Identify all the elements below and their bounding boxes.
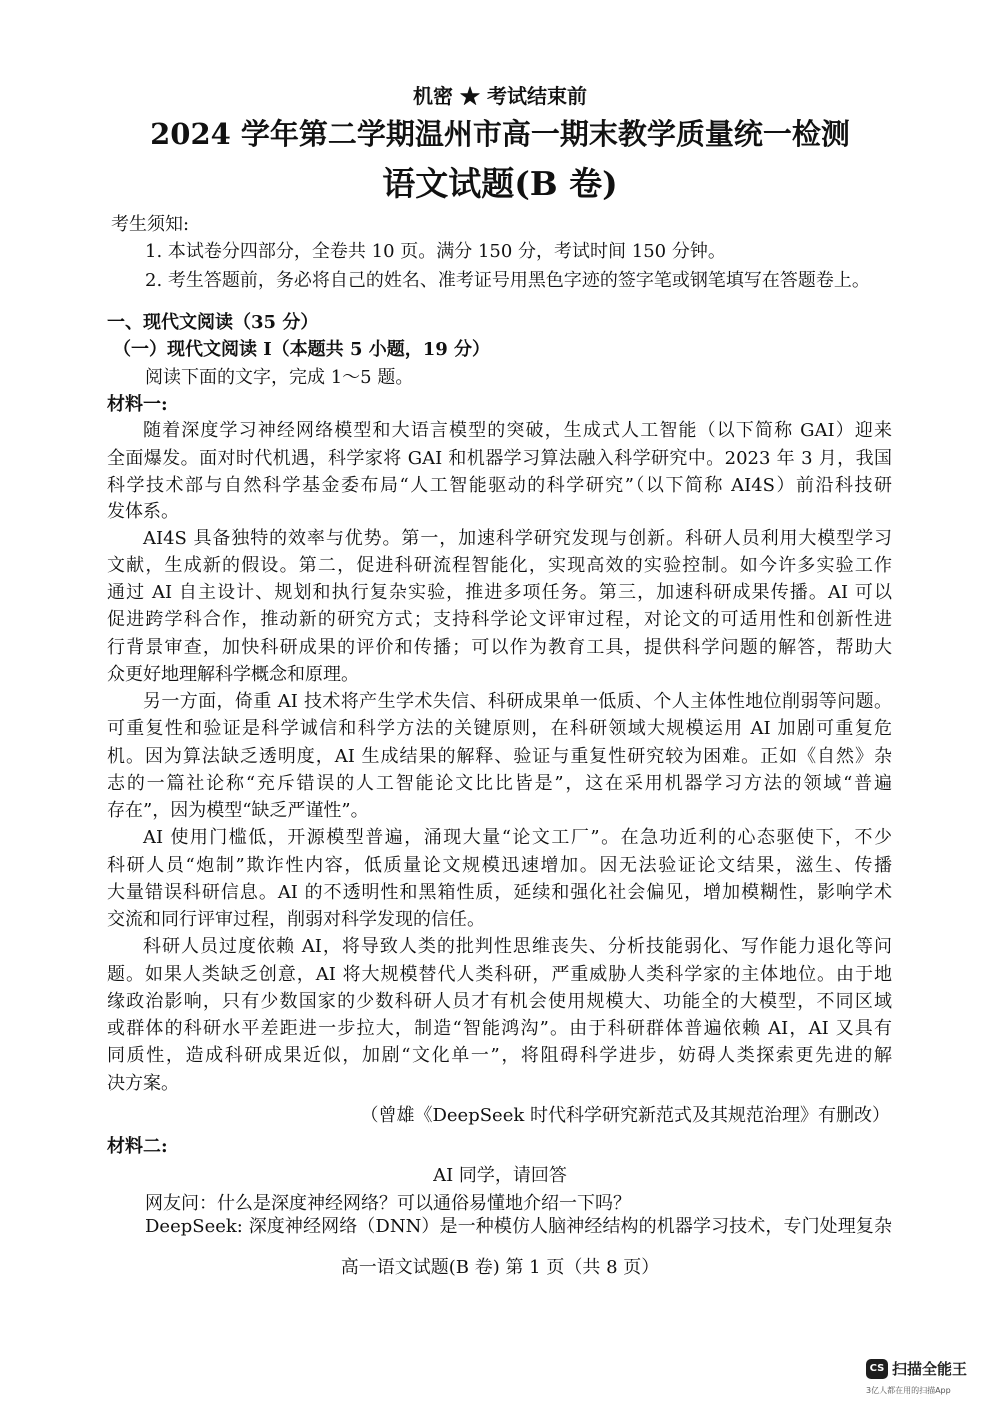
- netizen-question: 网友问：什么是深度神经网络？可以通俗易懂地介绍一下吗？: [145, 1193, 631, 1214]
- paragraph-line: AI4S 具备独特的效率与优势。第一，加速科学研究发现与创新。科研人员利用大模型学习: [143, 528, 892, 549]
- notice-item: 2. 考生答题前，务必将自己的姓名、准考证号用黑色字迹的签字笔或钢笔填写在答题卷上。: [145, 270, 870, 291]
- paragraph-line: 存在”，因为模型“缺乏严谨性”。: [107, 800, 369, 821]
- paragraph-line: 或群体的科研水平差距进一步拉大，制造“智能鸿沟”。由于科研群体普遍依赖 AI，AI 又具有: [107, 1018, 892, 1039]
- paragraph-line: 通过 AI 自主设计、规划和执行复杂实验，推进多项任务。第三，加速科研成果传播。AI 可以: [107, 582, 892, 603]
- paragraph-line: 另一方面，倚重 AI 技术将产生学术失信、科研成果单一低质、个人主体性地位削弱等问题。: [143, 691, 892, 712]
- paragraph-line: 决方案。: [107, 1073, 179, 1094]
- page-footer: 高一语文试题(B 卷) 第 1 页（共 8 页）: [340, 1257, 660, 1278]
- paragraph-line: 题。如果人类缺乏创意，AI 将大规模替代人类科研，严重威胁人类科学家的主体地位。由于地: [107, 964, 892, 985]
- paragraph-line: 发体系。: [107, 501, 179, 522]
- paragraph-line: 众更好地理解科学概念和原理。: [107, 664, 359, 685]
- watermark-app-name: 扫描全能王: [892, 1360, 968, 1378]
- confidential-label: 机密 ★ 考试结束前: [413, 84, 587, 108]
- paragraph-line: 科研人员“炮制”欺诈性内容，低质量论文规模迅速增加。因无法验证论文结果，滋生、传播: [107, 855, 892, 876]
- paragraph-line: 行背景审查，加快科研成果的评价和传播；可以作为教育工具，提供科学问题的解答，帮助大: [107, 637, 892, 658]
- paragraph-line: 机。因为算法缺乏透明度，AI 生成结果的解释、验证与重复性研究较为困难。正如《自然》杂: [107, 746, 892, 767]
- paragraph-line: 同质性，造成科研成果近似，加剧“文化单一”，将阻碍科学进步，妨碍人类探索更先进的解: [107, 1045, 892, 1066]
- camscanner-logo-icon: CS: [866, 1359, 888, 1379]
- scanner-watermark: [866, 1357, 1000, 1407]
- reading-instruction: 阅读下面的文字，完成 1～5 题。: [145, 367, 414, 388]
- subsection-heading: （一）现代文阅读 I（本题共 5 小题，19 分）: [113, 339, 491, 360]
- notice-heading: 考生须知:: [111, 214, 190, 235]
- paragraph-line: AI 使用门槛低，开源模型普遍，涌现大量“论文工厂”。在急功近利的心态驱使下，不少: [143, 827, 892, 848]
- notice-item: 1. 本试卷分四部分，全卷共 10 页。满分 150 分，考试时间 150 分钟。: [145, 241, 726, 262]
- paragraph-line: 志的一篇社论称“充斥错误的人工智能论文比比皆是”，这在采用机器学习方法的领域“普遍: [107, 773, 892, 794]
- exam-subtitle: 语文试题(B 卷): [382, 164, 618, 203]
- paragraph-line: 全面爆发。面对时代机遇，科学家将 GAI 和机器学习算法融入科学研究中。2023 年 3 月，我国: [107, 448, 892, 469]
- material-one-label: 材料一:: [107, 394, 168, 415]
- paragraph-line: 科学技术部与自然科学基金委布局“人工智能驱动的科学研究”（以下简称 AI4S）前沿科技研: [107, 475, 892, 496]
- paragraph-line: 随着深度学习神经网络模型和大语言模型的突破，生成式人工智能（以下简称 GAI）迎来: [143, 420, 892, 441]
- paragraph-line: 大量错误科研信息。AI 的不透明性和黑箱性质，延续和强化社会偏见，增加模糊性，影响学术: [107, 882, 892, 903]
- deepseek-answer: DeepSeek: 深度神经网络（DNN）是一种模仿人脑神经结构的机器学习技术，专门处理复杂: [145, 1216, 892, 1237]
- watermark-tagline: 3亿人都在用的扫描App: [866, 1386, 951, 1395]
- exam-title: 2024 学年第二学期温州市高一期末教学质量统一检测: [150, 117, 850, 151]
- material-two-title: AI 同学，请回答: [433, 1165, 567, 1186]
- paragraph-line: 科研人员过度依赖 AI，将导致人类的批判性思维丧失、分析技能弱化、写作能力退化等问: [143, 936, 892, 957]
- paragraph-line: 促进跨学科合作，推动新的研究方式；支持科学论文评审过程，对论文的可适用性和创新性进: [107, 609, 892, 630]
- paragraph-line: 交流和同行评审过程，削弱对科学发现的信任。: [107, 909, 485, 930]
- paragraph-line: 缘政治影响，只有少数国家的少数科研人员才有机会使用规模大、功能全的大模型，不同区域: [107, 991, 892, 1012]
- paragraph-line: 文献，生成新的假设。第二，促进科研流程智能化，实现高效的实验控制。如今许多实验工作: [107, 555, 892, 576]
- section-heading: 一、现代文阅读（35 分）: [107, 312, 319, 333]
- paragraph-line: 可重复性和验证是科学诚信和科学方法的关键原则，在科研领域大规模运用 AI 加剧可重复危: [107, 718, 892, 739]
- material-source: （曾雄《DeepSeek 时代科学研究新范式及其规范治理》有删改）: [360, 1105, 890, 1126]
- material-two-label: 材料二:: [107, 1136, 168, 1157]
